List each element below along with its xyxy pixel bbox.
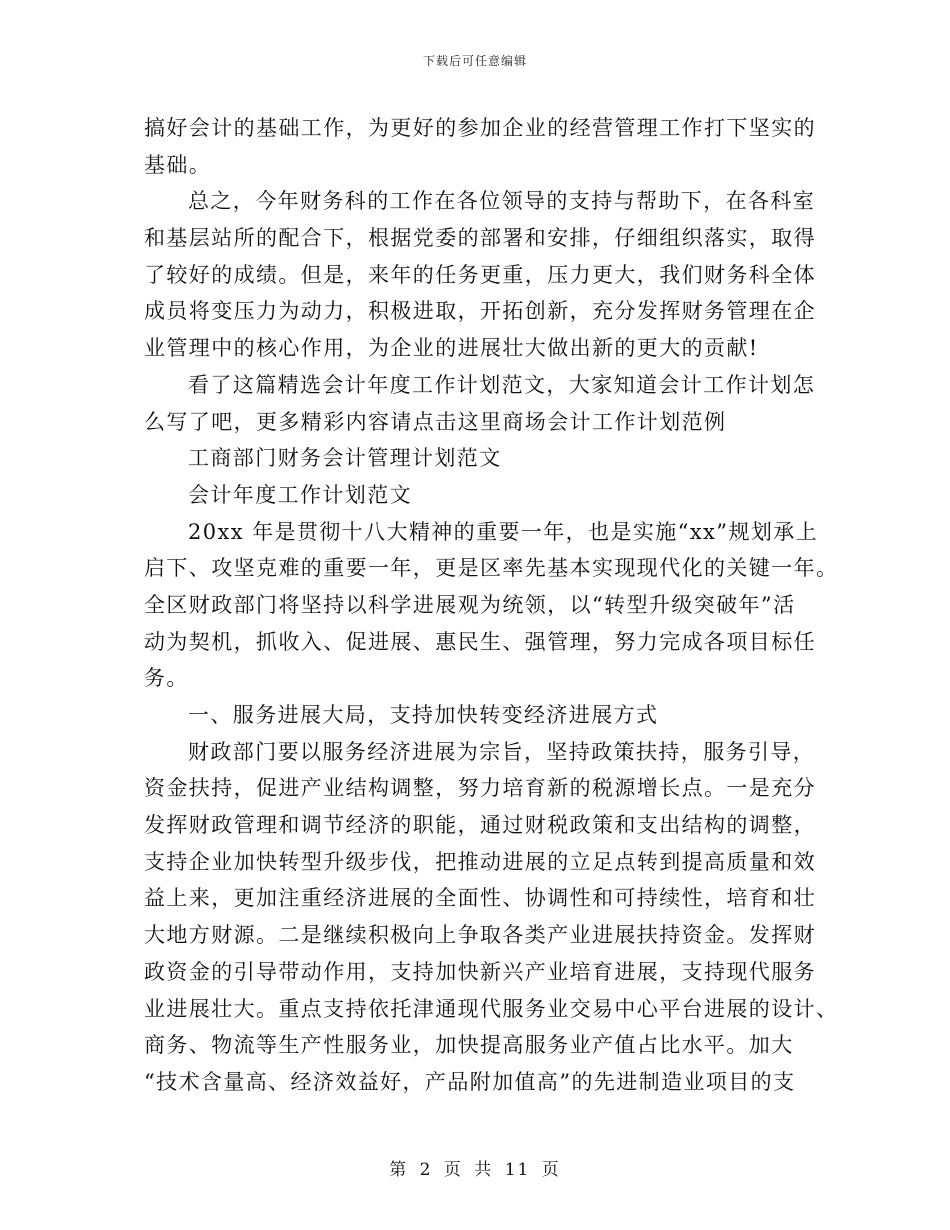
text-line: 业管理中的核心作用，为企业的进展壮大做出新的更大的贡献! bbox=[144, 336, 759, 361]
text-line: 启下、攻坚克难的重要一年，更是区率先基本实现现代化的关键一年。 bbox=[144, 556, 839, 581]
text-line: 大地方财源。二是继续积极向上争取各类产业进展扶持资金。发挥财 bbox=[144, 923, 816, 948]
page-number: 第 2 页 共 11 页 bbox=[389, 1160, 561, 1180]
paragraph-start: 总之，今年财务科的工作在各位领导的支持与帮助下，在各科室 bbox=[188, 189, 816, 214]
paragraph-start: 20xx 年是贯彻十八大精神的重要一年，也是实施“xx”规划承上 bbox=[188, 519, 819, 544]
text-line: 了较好的成绩。但是，来年的任务更重，压力更大，我们财务科全体 bbox=[144, 262, 816, 287]
section-title: 会计年度工作计划范文 bbox=[188, 482, 412, 507]
section-heading: 一、服务进展大局，支持加快转变经济进展方式 bbox=[188, 703, 659, 727]
paragraph-start: 看了这篇精选会计年度工作计划范文，大家知道会计工作计划怎 bbox=[188, 372, 816, 397]
text-line: 商务、物流等生产性服务业，加快提高服务业产值占比水平。加大 bbox=[144, 1033, 794, 1058]
text-line: 全区财政部门将坚持以科学进展观为统领，以“转型升级突破年”活 bbox=[144, 592, 796, 617]
text-line: 动为契机，抓收入、促进展、惠民生、强管理，努力完成各项目标任 bbox=[144, 629, 816, 654]
text-line: 政资金的引导带动作用，支持加快新兴产业培育进展，支持现代服务 bbox=[144, 959, 816, 984]
text-line: 资金扶持，促进产业结构调整，努力培育新的税源增长点。一是充分 bbox=[144, 776, 816, 801]
paragraph-start: 财政部门要以服务经济进展为宗旨，坚持政策扶持，服务引导， bbox=[188, 739, 816, 764]
page-header: 下载后可任意编辑 bbox=[422, 54, 527, 68]
text-line: 业进展壮大。重点支持依托津通现代服务业交易中心平台进展的设计、 bbox=[144, 996, 839, 1021]
text-line: 和基层站所的配合下，根据党委的部署和安排，仔细组织落实，取得 bbox=[144, 226, 816, 251]
text-line: 基础。 bbox=[144, 152, 212, 177]
text-line: 发挥财政管理和调节经济的职能，通过财税政策和支出结构的调整， bbox=[144, 813, 816, 838]
text-line: 益上来，更加注重经济进展的全面性、协调性和可持续性，培育和壮 bbox=[144, 886, 816, 911]
text-line: 搞好会计的基础工作，为更好的参加企业的经营管理工作打下坚实的 bbox=[144, 116, 816, 140]
link-title: 工商部门财务会计管理计划范文 bbox=[188, 446, 502, 471]
text-line: 务。 bbox=[144, 666, 189, 691]
text-line: 么写了吧，更多精彩内容请点击这里商场会计工作计划范例 bbox=[144, 409, 727, 434]
text-line: “技术含量高、经济效益好，产品附加值高”的先进制造业项目的支 bbox=[144, 1069, 796, 1094]
document-body bbox=[144, 110, 839, 1101]
text-line: 支持企业加快转型升级步伐，把推动进展的立足点转到提高质量和效 bbox=[144, 849, 816, 874]
text-line: 成员将变压力为动力，积极进取，开拓创新，充分发挥财务管理在企 bbox=[144, 299, 816, 324]
